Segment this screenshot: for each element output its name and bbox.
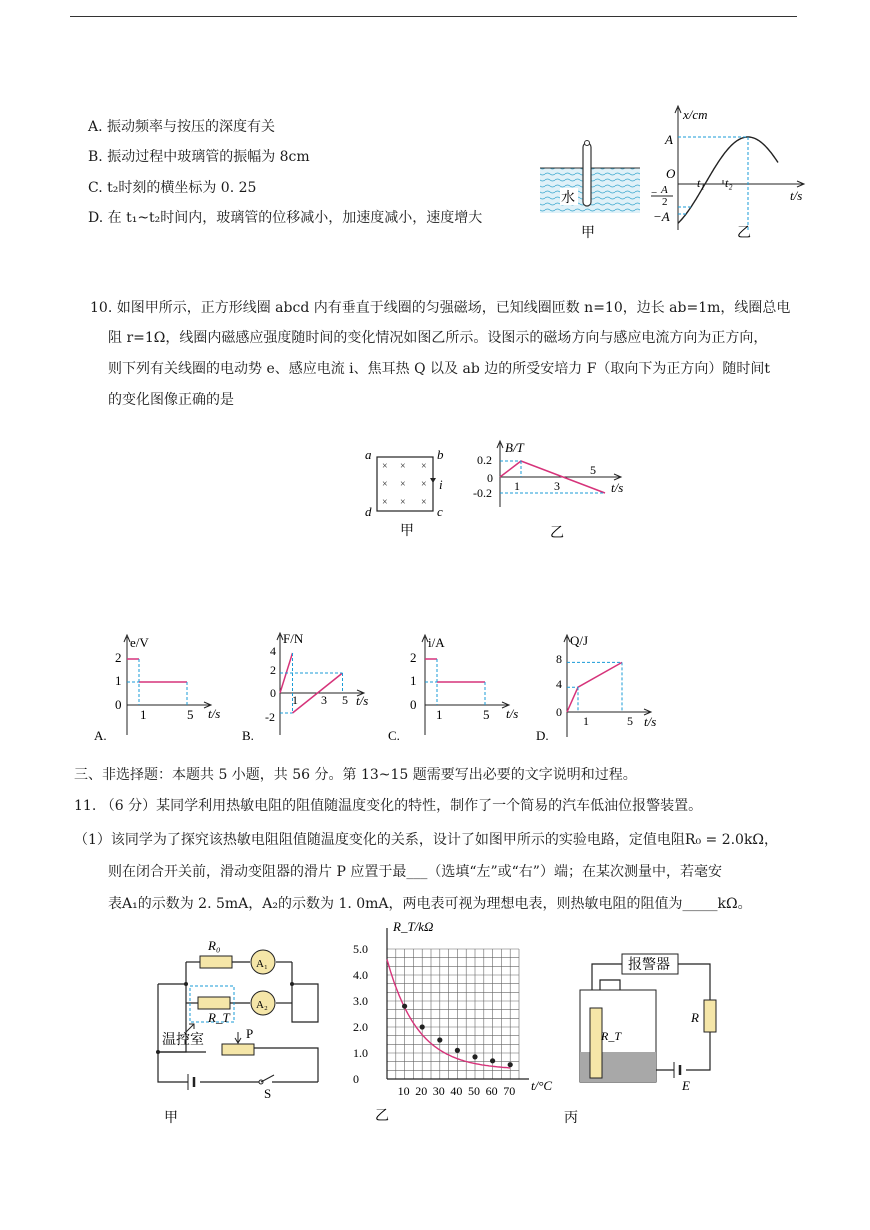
section3-heading: 三、非选择题：本题共 5 小题，共 56 分。第 13~15 题需要写出必要的文字说明和过程。 — [74, 767, 637, 783]
bt-caption: 乙 — [550, 526, 564, 541]
b-yt0: 0 — [270, 686, 276, 700]
r0-resistor — [200, 956, 232, 968]
coil-caption: 甲 — [400, 524, 414, 539]
node-1 — [184, 982, 188, 986]
svg-text:×: × — [400, 497, 406, 508]
rt-ylabel: R_T/kΩ — [393, 919, 434, 934]
a-option-label: A. — [94, 728, 107, 743]
svg-text:×: × — [421, 497, 427, 508]
bt-x1: 1 — [514, 479, 520, 493]
corner-b: b — [437, 447, 444, 462]
label-r0: R₀ — [208, 938, 221, 953]
node-2 — [290, 982, 294, 986]
q9-option-a: A. 振动频率与按压的深度有关 — [88, 119, 276, 135]
svg-text:×: × — [382, 479, 388, 490]
q11-line-2: （1）该同学为了探究该热敏电阻阻值随温度变化的关系，设计了如图甲所示的实验电路，定值电阻R₀ = 2.0kΩ， — [74, 832, 779, 848]
label-A: A — [665, 132, 673, 147]
b-xt3: 3 — [321, 693, 327, 707]
rt-ytick-1: 1.0 — [353, 1046, 368, 1060]
bt-x5: 5 — [590, 463, 596, 477]
b-ylabel: F/N — [283, 631, 304, 646]
label-s: S — [264, 1086, 272, 1101]
current-i: i — [439, 477, 443, 492]
b-xt1: 1 — [292, 693, 298, 707]
header-rule — [70, 16, 797, 17]
svg-text:×: × — [421, 479, 427, 490]
label-r: R — [691, 1010, 699, 1025]
bt-x3: 3 — [554, 479, 560, 493]
b-t-chart — [470, 437, 640, 545]
battery — [188, 1074, 194, 1090]
q10-line-2: 阻 r=1Ω，线圈内磁感应强度随时间的变化情况如图乙所示。设图示的磁场方向与感应电流方向为正方向， — [108, 330, 768, 346]
label-t1: t₁ — [697, 176, 705, 190]
bt-y-top: 0.2 — [477, 453, 492, 467]
a-xt1: 1 — [140, 707, 147, 722]
label-a2: A₂ — [256, 999, 268, 1011]
resistor-r — [704, 1000, 716, 1032]
answer-chart-a — [90, 625, 230, 745]
alarm-figure — [564, 950, 730, 1132]
label-half-a-num: A — [661, 184, 668, 196]
rt-point-3 — [437, 1037, 442, 1042]
b-yt4: 4 — [270, 644, 276, 658]
c-yt0: 0 — [410, 697, 417, 712]
rt-ytick-0: 0 — [353, 1072, 359, 1086]
d-xt5: 5 — [627, 714, 633, 728]
label-O: O — [666, 166, 676, 181]
rt-xtick-2: 30 — [432, 1084, 445, 1098]
circuit-figure — [150, 932, 335, 1132]
label-a1: A₁ — [256, 958, 268, 970]
svg-text:×: × — [400, 461, 406, 472]
q9-sine-chart — [645, 100, 815, 245]
b-yt2: 2 — [270, 663, 276, 677]
d-yt0: 0 — [556, 705, 562, 719]
rt-point-4 — [455, 1048, 460, 1053]
d-ylabel: Q/J — [570, 633, 589, 648]
c-yt2: 2 — [410, 650, 417, 665]
alarm-caption: 丙 — [564, 1111, 578, 1126]
b-field-marks — [382, 461, 427, 508]
rt-xtick-0: 10 — [397, 1084, 410, 1098]
q9-option-b: B. 振动过程中玻璃管的振幅为 8cm — [88, 149, 310, 165]
d-xt1: 1 — [583, 714, 589, 728]
q9-option-c: C. t₂时刻的横坐标为 0. 25 — [88, 180, 257, 196]
answer-chart-b — [235, 625, 380, 745]
d-axes — [564, 635, 651, 737]
b-ytm2: -2 — [265, 710, 275, 724]
rt-resistor — [198, 997, 230, 1009]
c-xt5: 5 — [483, 707, 490, 722]
b-axes — [277, 633, 364, 735]
label-t2: t₂ — [725, 176, 733, 190]
bt-ylabel: B/T — [505, 440, 524, 455]
a-yt1: 1 — [115, 673, 122, 688]
fig-jia-caption: 甲 — [581, 226, 595, 241]
rt-ytick-4: 4.0 — [353, 968, 368, 982]
rt-caption: 乙 — [375, 1109, 389, 1124]
label-half-a-den: 2 — [662, 196, 668, 208]
q9-water-figure — [535, 135, 645, 245]
tube-top — [585, 141, 590, 146]
d-yt4: 4 — [556, 677, 562, 691]
rheostat — [222, 1044, 254, 1055]
corner-a: a — [365, 447, 372, 462]
label-room: 温控室 — [162, 1033, 204, 1048]
circuit-caption: 甲 — [164, 1111, 178, 1126]
rt-xlabel: t/°C — [531, 1078, 553, 1093]
label-neg-A: −A — [653, 209, 670, 224]
bt-y-bottom: -0.2 — [473, 486, 492, 500]
bt-xlabel: t/s — [611, 480, 624, 495]
rt-point-6 — [490, 1058, 495, 1063]
corner-c: c — [437, 504, 443, 519]
label-e: E — [682, 1078, 690, 1093]
rt-point-5 — [472, 1054, 477, 1059]
a-yt0: 0 — [115, 697, 122, 712]
svg-text:×: × — [382, 461, 388, 472]
current-arrow — [430, 478, 436, 483]
q11-line-4: 表A₁的示数为 2. 5mA，A₂的示数为 1. 0mA，两电表可视为理想电表，则热敏电阻的阻值为_____kΩ。 — [108, 896, 752, 912]
label-rt2: R_T — [601, 1029, 622, 1043]
a-axes — [124, 635, 211, 735]
rt-ytick-3: 3.0 — [353, 994, 368, 1008]
rt-point-7 — [508, 1062, 513, 1067]
d-option-label: D. — [536, 728, 549, 743]
q11-line-1: 11. （6 分）某同学利用热敏电阻的阻值随温度变化的特性，制作了一个简易的汽车低油位报警装置。 — [74, 798, 703, 814]
chamber-pointer — [186, 1024, 194, 1032]
c-xlabel: t/s — [506, 706, 519, 721]
q9-option-d: D. 在 t₁~t₂时间内，玻璃管的位移减小，加速度减小，速度增大 — [88, 210, 483, 226]
d-series-line — [567, 662, 622, 712]
circuit-wires — [158, 962, 318, 1082]
answer-chart-d — [530, 625, 670, 745]
fig-yi-caption: 乙 — [737, 226, 751, 241]
rt-xtick-3: 40 — [450, 1084, 463, 1098]
corner-d: d — [365, 504, 372, 519]
b-option-label: B. — [242, 728, 254, 743]
rt-xtick-1: 20 — [415, 1084, 428, 1098]
rt-xtick-5: 60 — [485, 1084, 498, 1098]
a-xlabel: t/s — [208, 706, 221, 721]
rt-xtick-6: 70 — [503, 1084, 516, 1098]
water-label: 水 — [561, 191, 575, 206]
b-xlabel: t/s — [356, 693, 369, 708]
slider-p — [235, 1032, 241, 1043]
d-xlabel: t/s — [644, 714, 657, 729]
rt-ytick-5: 5.0 — [353, 942, 368, 956]
half-a-minus: − — [651, 187, 658, 199]
coil-figure — [362, 445, 462, 545]
answer-chart-c — [380, 625, 525, 745]
battery-e — [674, 1062, 680, 1078]
y-label: x/cm — [683, 107, 708, 122]
c-option-label: C. — [388, 728, 400, 743]
a-xt5: 5 — [187, 707, 194, 722]
c-yt1: 1 — [410, 673, 417, 688]
label-p: P — [246, 1026, 254, 1041]
rt-xtick-4: 50 — [468, 1084, 480, 1098]
glass-tube — [583, 143, 591, 206]
c-ylabel: i/A — [428, 635, 445, 650]
rt-point-1 — [402, 1004, 407, 1009]
rt-point-2 — [420, 1024, 425, 1029]
q10-line-3: 则下列有关线圈的电动势 e、感应电流 i、焦耳热 Q 以及 ab 边的所受安培力 F（取向下为正方向）随时间t — [108, 361, 771, 377]
svg-text:×: × — [421, 461, 427, 472]
switch-s — [261, 1075, 274, 1082]
q11-line-3: 则在闭合开关前，滑动变阻器的滑片 P 应置于最___（选填“左”或“右”）端；在某次测量中，若毫安 — [108, 864, 722, 880]
node-3 — [156, 1050, 160, 1054]
b-xt5: 5 — [342, 693, 348, 707]
bt-y-zero: 0 — [487, 471, 493, 485]
q10-line-1: 10. 如图甲所示，正方形线圈 abcd 内有垂直于线圈的匀强磁场，已知线圈匝数 n=10，边长 ab=1m，线圈总电 — [90, 300, 791, 316]
c-xt1: 1 — [436, 707, 443, 722]
a-yt2: 2 — [115, 650, 122, 665]
rt-chart — [345, 918, 560, 1133]
svg-text:×: × — [400, 479, 406, 490]
rt-ytick-2: 2.0 — [353, 1020, 368, 1034]
d-yt8: 8 — [556, 652, 562, 666]
x-label: t/s — [790, 188, 803, 203]
q10-line-4: 的变化图像正确的是 — [108, 392, 234, 408]
a-ylabel: e/V — [130, 635, 149, 650]
alarm-label: 报警器 — [628, 958, 670, 973]
rt-sensor — [590, 1008, 602, 1078]
svg-text:×: × — [382, 497, 388, 508]
label-rt: R_T — [208, 1010, 230, 1025]
